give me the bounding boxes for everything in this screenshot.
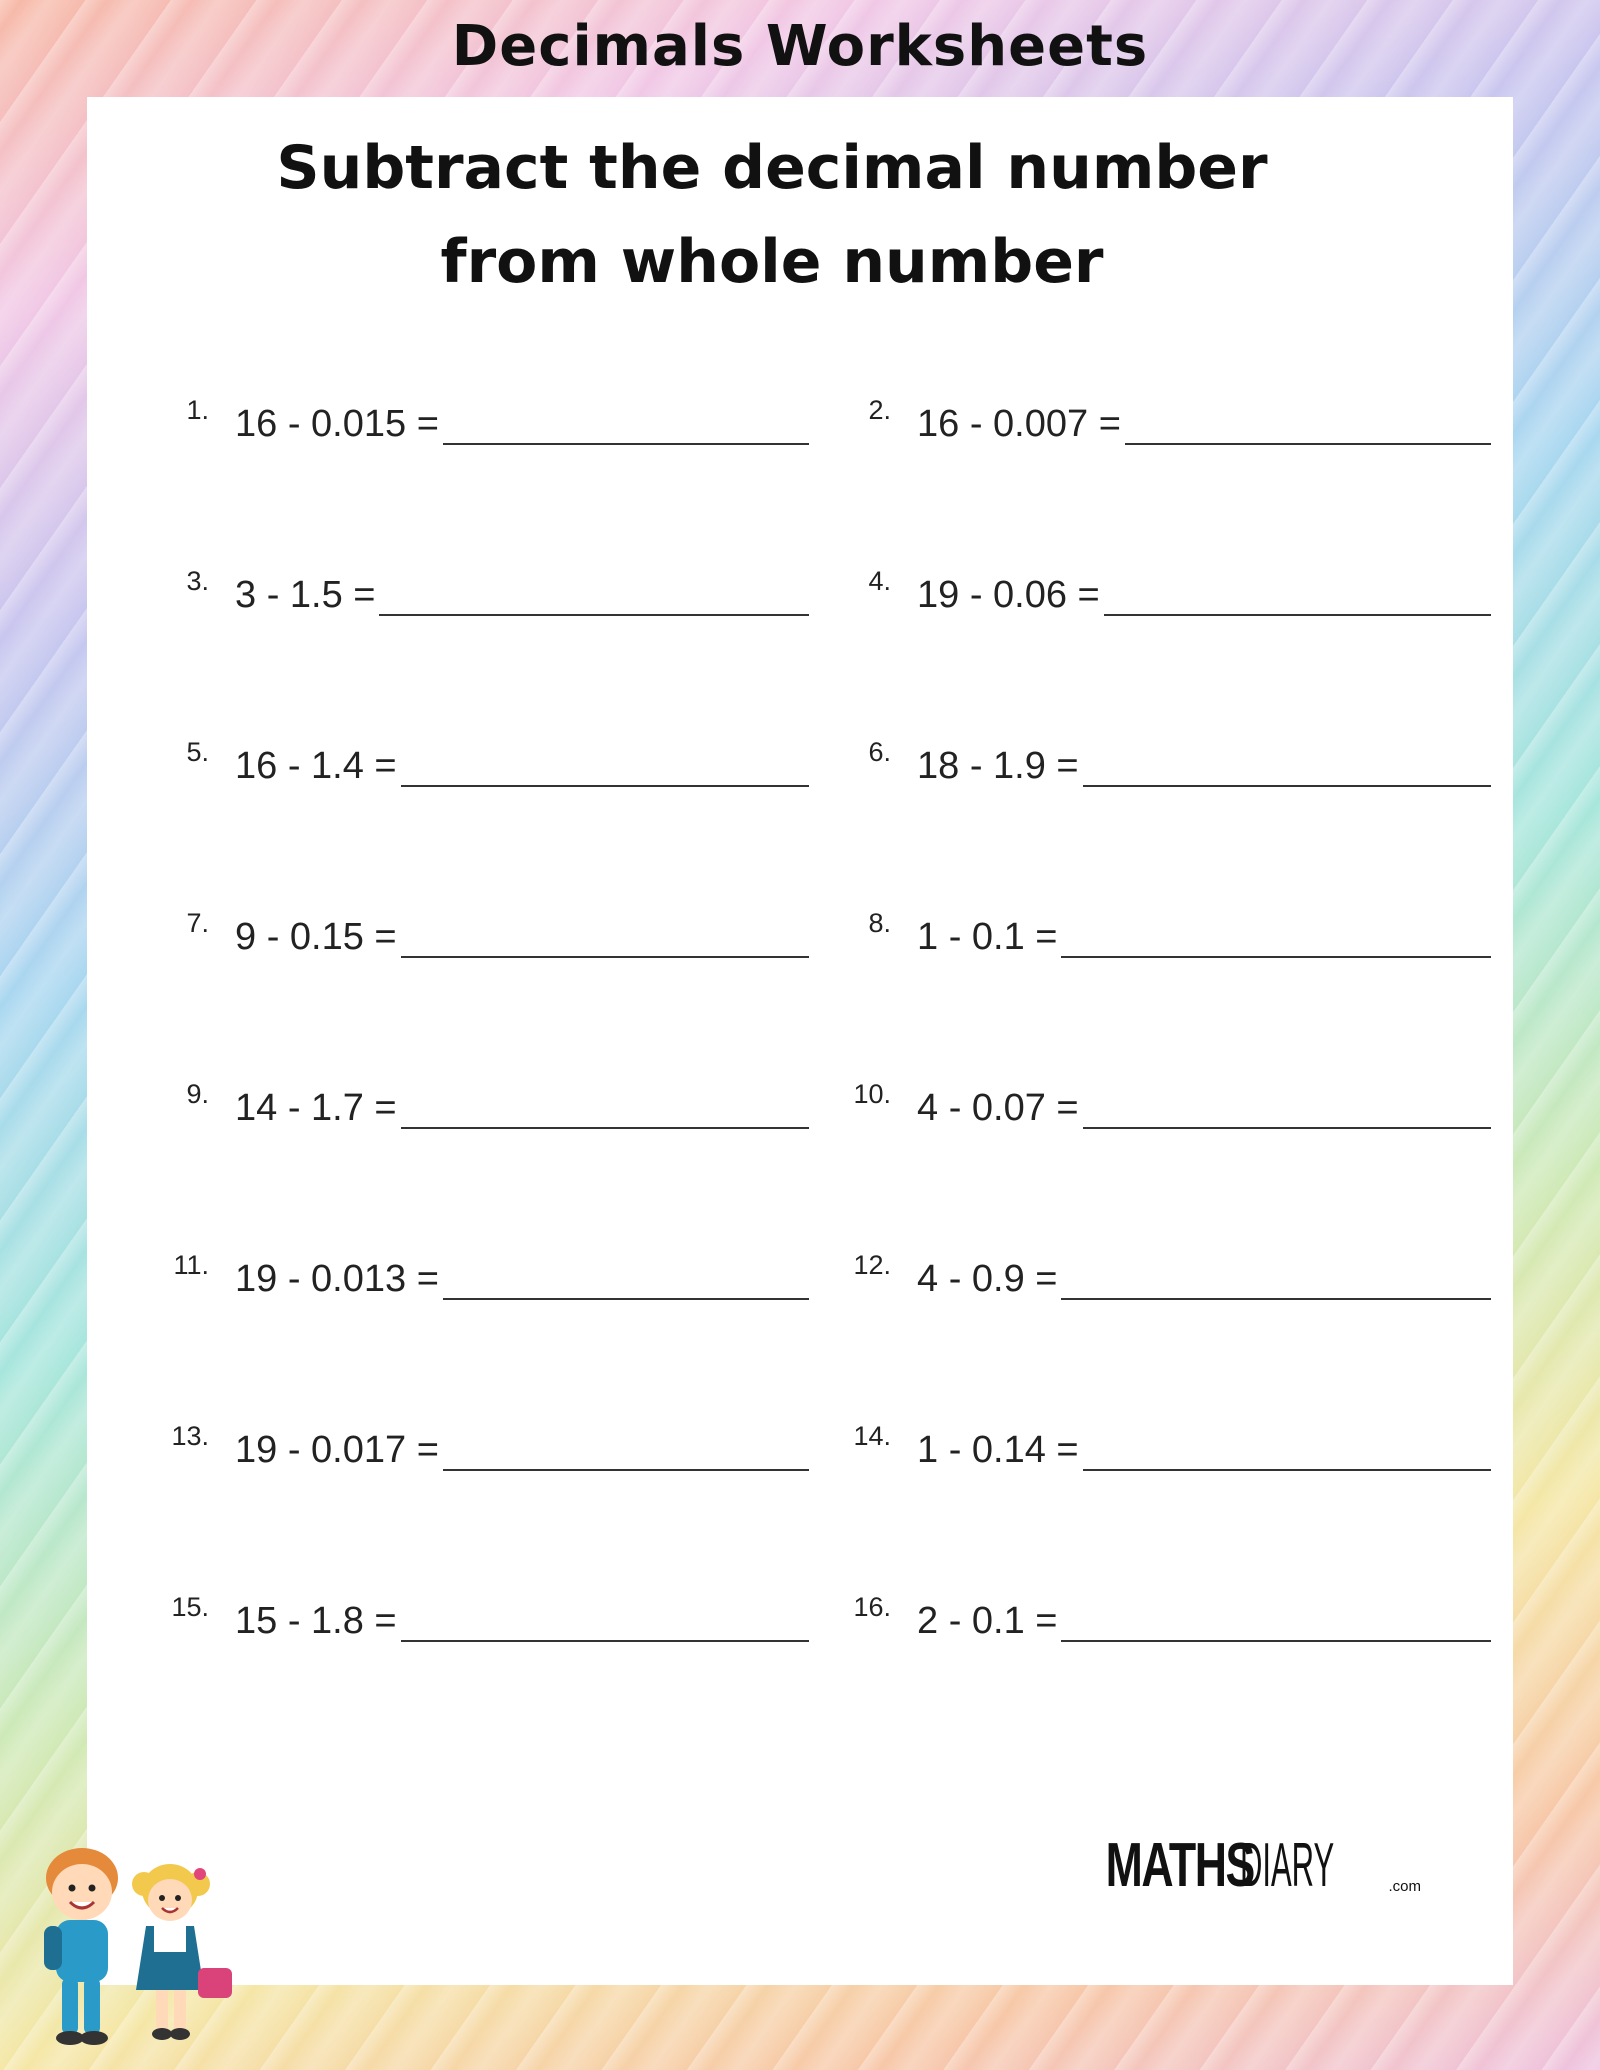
problem-number: 8.: [868, 908, 891, 938]
answer-line[interactable]: [401, 1087, 809, 1129]
problem-number: 12.: [853, 1250, 891, 1280]
problem-expression: 16 - 1.4 =: [235, 745, 397, 787]
problem-6: [829, 729, 1491, 789]
worksheet-sheet: [87, 97, 1513, 1985]
page-header-title: Decimals Worksheets: [451, 14, 1149, 79]
problem-number: 13.: [171, 1421, 209, 1451]
problem-10: [829, 1071, 1491, 1131]
problem-expression: 16 - 0.007 =: [917, 403, 1121, 445]
logo-com-text: .com: [1388, 1878, 1421, 1895]
problem-expression: 4 - 0.9 =: [917, 1258, 1058, 1300]
problem-expression: 19 - 0.017 =: [235, 1429, 439, 1471]
problem-number: 11.: [173, 1250, 209, 1280]
problem-expression: 19 - 0.06 =: [917, 574, 1100, 616]
problem-8: [829, 900, 1491, 960]
worksheet-instructions: [87, 121, 1457, 309]
answer-line[interactable]: [401, 1600, 809, 1642]
problem-expression: 2 - 0.1 =: [917, 1600, 1058, 1642]
problem-number: 9.: [186, 1079, 209, 1109]
problem-expression: 19 - 0.013 =: [235, 1258, 439, 1300]
problem-number: 7.: [186, 908, 209, 938]
answer-line[interactable]: [1083, 1087, 1491, 1129]
logo-diary-text: DIARY: [1240, 1831, 1335, 1900]
problem-number: 6.: [868, 737, 891, 767]
problem-2: [829, 387, 1491, 447]
mathsdiary-logo: [1048, 1831, 1421, 1900]
problem-13: [147, 1413, 809, 1473]
problem-number: 1.: [186, 395, 209, 425]
girl-figure: [132, 1864, 232, 2040]
answer-line[interactable]: [401, 745, 809, 787]
problem-number: 2.: [868, 395, 891, 425]
problem-12: [829, 1242, 1491, 1302]
problem-expression: 9 - 0.15 =: [235, 916, 397, 958]
answer-line[interactable]: [1083, 1429, 1491, 1471]
problem-7: [147, 900, 809, 960]
answer-line[interactable]: [1125, 403, 1491, 445]
problem-15: [147, 1584, 809, 1644]
problem-expression: 14 - 1.7 =: [235, 1087, 397, 1129]
problem-expression: 15 - 1.8 =: [235, 1600, 397, 1642]
problem-4: [829, 558, 1491, 618]
problem-expression: 16 - 0.015 =: [235, 403, 439, 445]
kids-illustration: [20, 1840, 240, 2060]
problem-16: [829, 1584, 1491, 1644]
answer-line[interactable]: [1083, 745, 1491, 787]
problem-5: [147, 729, 809, 789]
answer-line[interactable]: [1061, 1600, 1491, 1642]
answer-line[interactable]: [443, 1258, 809, 1300]
problem-1: [147, 387, 809, 447]
problem-3: [147, 558, 809, 618]
answer-line[interactable]: [443, 1429, 809, 1471]
answer-line[interactable]: [379, 574, 809, 616]
instructions-line-2: from whole number: [440, 227, 1104, 297]
problem-expression: 1 - 0.1 =: [917, 916, 1058, 958]
problem-expression: 1 - 0.14 =: [917, 1429, 1079, 1471]
problem-number: 3.: [186, 566, 209, 596]
problem-expression: 4 - 0.07 =: [917, 1087, 1079, 1129]
boy-figure: [44, 1848, 118, 2045]
answer-line[interactable]: [1061, 1258, 1491, 1300]
problem-9: [147, 1071, 809, 1131]
logo-maths-text: MATHS: [1105, 1831, 1255, 1900]
problem-expression: 18 - 1.9 =: [917, 745, 1079, 787]
problem-number: 5.: [186, 737, 209, 767]
problem-number: 16.: [853, 1592, 891, 1622]
problem-number: 10.: [853, 1079, 891, 1109]
problem-number: 15.: [171, 1592, 209, 1622]
instructions-line-1: Subtract the decimal number: [276, 133, 1268, 203]
problem-expression: 3 - 1.5 =: [235, 574, 376, 616]
problem-number: 14.: [853, 1421, 891, 1451]
problem-11: [147, 1242, 809, 1302]
answer-line[interactable]: [401, 916, 809, 958]
answer-line[interactable]: [1104, 574, 1491, 616]
problem-14: [829, 1413, 1491, 1473]
answer-line[interactable]: [1061, 916, 1491, 958]
answer-line[interactable]: [443, 403, 809, 445]
problem-number: 4.: [868, 566, 891, 596]
